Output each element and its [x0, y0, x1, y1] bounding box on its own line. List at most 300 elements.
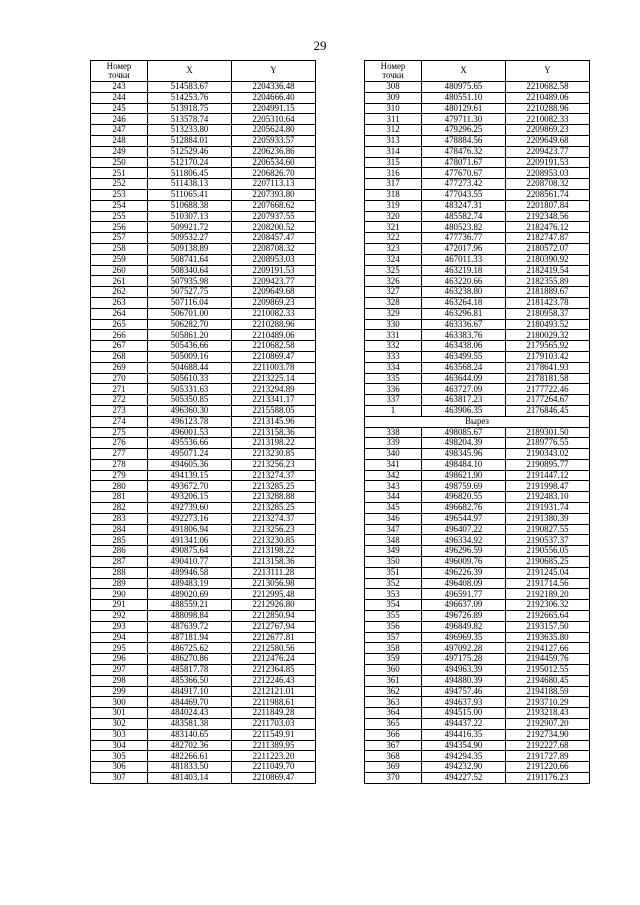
- x-cell: 485582.74: [422, 211, 506, 222]
- y-cell: 2208561.74: [506, 189, 590, 200]
- point-number-cell: 338: [365, 427, 422, 438]
- y-cell: 2192189.20: [506, 589, 590, 600]
- point-number-cell: 288: [91, 567, 148, 578]
- y-cell: 2190895.77: [506, 459, 590, 470]
- x-cell: 509138.89: [148, 243, 232, 254]
- x-cell: 496820.55: [422, 492, 506, 503]
- y-cell: 2189776.55: [506, 438, 590, 449]
- y-cell: 2212364.85: [232, 665, 316, 676]
- point-number-cell: 264: [91, 308, 148, 319]
- x-header: X: [422, 61, 506, 82]
- y-cell: 2190685.25: [506, 557, 590, 568]
- x-cell: 490875.64: [148, 546, 232, 557]
- y-cell: 2213285.25: [232, 481, 316, 492]
- y-cell: 2210082.33: [506, 114, 590, 125]
- x-cell: 483247.31: [422, 200, 506, 211]
- x-cell: 508741.64: [148, 254, 232, 265]
- table-row: [365, 351, 590, 362]
- table-row: [91, 492, 316, 503]
- point-number-cell: 325: [365, 265, 422, 276]
- point-number-cell: 275: [91, 427, 148, 438]
- table-row: [365, 632, 590, 643]
- y-cell: 2194459.76: [506, 654, 590, 665]
- point-number-cell: 340: [365, 449, 422, 460]
- point-number-cell: 281: [91, 492, 148, 503]
- x-cell: 494416.35: [422, 729, 506, 740]
- x-cell: 497092.28: [422, 643, 506, 654]
- y-cell: 2207113.13: [232, 179, 316, 190]
- table-row: [365, 395, 590, 406]
- x-cell: 492739.60: [148, 503, 232, 514]
- y-cell: 2193635.80: [506, 632, 590, 643]
- y-cell: 2209869.23: [232, 297, 316, 308]
- table-row: [365, 297, 590, 308]
- x-cell: 485817.78: [148, 665, 232, 676]
- x-cell: 496544.97: [422, 513, 506, 524]
- table-row: [365, 92, 590, 103]
- table-row: [365, 449, 590, 460]
- point-number-cell: 304: [91, 740, 148, 751]
- y-cell: 2213341.17: [232, 395, 316, 406]
- point-number-cell: 261: [91, 276, 148, 287]
- table-row: [91, 276, 316, 287]
- point-number-cell: 329: [365, 308, 422, 319]
- table-row: [365, 168, 590, 179]
- y-cell: 2212767.94: [232, 621, 316, 632]
- x-cell: 505331.63: [148, 384, 232, 395]
- y-cell: 2212246.43: [232, 675, 316, 686]
- table-row: [91, 362, 316, 373]
- y-cell: 2180390.92: [506, 254, 590, 265]
- point-number-cell: 353: [365, 589, 422, 600]
- table-row: [91, 146, 316, 157]
- x-cell: 485366.50: [148, 675, 232, 686]
- y-cell: 2195012.55: [506, 665, 590, 676]
- point-number-cell: 305: [91, 751, 148, 762]
- table-row: [365, 103, 590, 114]
- x-cell: 463644.09: [422, 373, 506, 384]
- point-number-cell: 249: [91, 146, 148, 157]
- y-cell: 2211003.78: [232, 362, 316, 373]
- table-row: [365, 157, 590, 168]
- y-cell: 2182419.54: [506, 265, 590, 276]
- y-cell: 2205624.80: [232, 125, 316, 136]
- point-number-cell: 355: [365, 611, 422, 622]
- x-cell: 507116.04: [148, 297, 232, 308]
- table-row: [365, 405, 590, 416]
- point-number-cell: 358: [365, 643, 422, 654]
- point-number-cell: 344: [365, 492, 422, 503]
- y-cell: 2215588.05: [232, 405, 316, 416]
- point-number-cell: 259: [91, 254, 148, 265]
- x-cell: 494139.15: [148, 470, 232, 481]
- table-row: [365, 222, 590, 233]
- x-cell: 482266.61: [148, 751, 232, 762]
- y-cell: 2179103.42: [506, 351, 590, 362]
- point-number-cell: 318: [365, 189, 422, 200]
- y-cell: 2192227.68: [506, 740, 590, 751]
- y-cell: 2209649.68: [506, 135, 590, 146]
- y-cell: 2207937.55: [232, 211, 316, 222]
- x-cell: 496637.09: [422, 600, 506, 611]
- y-cell: 2212677.81: [232, 632, 316, 643]
- point-number-cell: 321: [365, 222, 422, 233]
- point-number-cell: 252: [91, 179, 148, 190]
- point-number-cell: 307: [91, 773, 148, 784]
- x-cell: 506701.00: [148, 308, 232, 319]
- point-number-cell: 313: [365, 135, 422, 146]
- x-cell: 513578.74: [148, 114, 232, 125]
- y-cell: 2190827.55: [506, 524, 590, 535]
- table-row: [365, 740, 590, 751]
- table-row: [91, 405, 316, 416]
- x-cell: 496123.78: [148, 416, 232, 427]
- y-cell: 2208708.32: [506, 179, 590, 190]
- y-header: Y: [232, 61, 316, 82]
- x-cell: 512170.24: [148, 157, 232, 168]
- y-cell: 2213198.22: [232, 438, 316, 449]
- table-row: [91, 654, 316, 665]
- point-number-cell: 278: [91, 459, 148, 470]
- point-number-cell: 1: [365, 405, 422, 416]
- y-cell: 2209191.53: [232, 265, 316, 276]
- point-number-cell: 365: [365, 719, 422, 730]
- y-cell: 2209191.53: [506, 157, 590, 168]
- x-cell: 487181.94: [148, 632, 232, 643]
- table-row: [91, 157, 316, 168]
- x-cell: 477273.42: [422, 179, 506, 190]
- table-row: [91, 168, 316, 179]
- y-cell: 2210869.47: [232, 773, 316, 784]
- y-cell: 2209423.77: [506, 146, 590, 157]
- table-row: [91, 503, 316, 514]
- x-cell: 463336.67: [422, 319, 506, 330]
- x-cell: 492273.16: [148, 513, 232, 524]
- point-number-cell: 253: [91, 189, 148, 200]
- point-number-cell: 310: [365, 103, 422, 114]
- point-number-cell: 351: [365, 567, 422, 578]
- point-number-cell: 243: [91, 82, 148, 93]
- x-cell: 480523.82: [422, 222, 506, 233]
- x-cell: 486725.62: [148, 643, 232, 654]
- y-cell: 2213145.96: [232, 416, 316, 427]
- y-cell: 2211223.20: [232, 751, 316, 762]
- point-number-cell: 348: [365, 535, 422, 546]
- y-cell: 2210682.58: [506, 82, 590, 93]
- table-row: [91, 427, 316, 438]
- x-cell: 496969.35: [422, 632, 506, 643]
- x-cell: 484024.43: [148, 708, 232, 719]
- point-number-cell: 271: [91, 384, 148, 395]
- x-cell: 498085.67: [422, 427, 506, 438]
- x-cell: 505436.66: [148, 341, 232, 352]
- y-cell: 2213056.98: [232, 578, 316, 589]
- table-row: [91, 665, 316, 676]
- x-cell: 496360.30: [148, 405, 232, 416]
- x-cell: 505350.85: [148, 395, 232, 406]
- table-row: [365, 729, 590, 740]
- y-cell: 2210288.96: [232, 319, 316, 330]
- table-row: [91, 222, 316, 233]
- x-cell: 463906.35: [422, 405, 506, 416]
- point-number-cell: 341: [365, 459, 422, 470]
- table-row: [91, 632, 316, 643]
- point-number-cell: 334: [365, 362, 422, 373]
- table-row: [91, 773, 316, 784]
- table-row: [365, 589, 590, 600]
- y-cell: 2191931.74: [506, 503, 590, 514]
- point-number-cell: 273: [91, 405, 148, 416]
- point-number-cell: 303: [91, 729, 148, 740]
- point-number-cell: 296: [91, 654, 148, 665]
- y-cell: 2190343.02: [506, 449, 590, 460]
- y-cell: 2206826.70: [232, 168, 316, 179]
- x-cell: 478071.67: [422, 157, 506, 168]
- y-cell: 2210682.58: [232, 341, 316, 352]
- y-cell: 2178181.58: [506, 373, 590, 384]
- table-row: [365, 265, 590, 276]
- table-row: [91, 621, 316, 632]
- y-cell: 2191714.56: [506, 578, 590, 589]
- x-cell: 513918.75: [148, 103, 232, 114]
- y-cell: 2205933.57: [232, 135, 316, 146]
- x-cell: 489483.19: [148, 578, 232, 589]
- table-row: [91, 135, 316, 146]
- y-cell: 2194188.59: [506, 686, 590, 697]
- x-cell: 482702.36: [148, 740, 232, 751]
- y-cell: 2212926.80: [232, 600, 316, 611]
- y-cell: 2209649.68: [232, 287, 316, 298]
- table-row: [365, 535, 590, 546]
- x-cell: 463238.80: [422, 287, 506, 298]
- y-cell: 2213274.37: [232, 513, 316, 524]
- y-cell: 2210489.06: [506, 92, 590, 103]
- y-cell: 2207668.62: [232, 200, 316, 211]
- point-number-cell: 316: [365, 168, 422, 179]
- x-cell: 479296.25: [422, 125, 506, 136]
- x-cell: 489946.58: [148, 567, 232, 578]
- table-row: [365, 546, 590, 557]
- x-cell: 463438.06: [422, 341, 506, 352]
- table-row: [91, 179, 316, 190]
- x-cell: 496296.59: [422, 546, 506, 557]
- x-cell: 496226.39: [422, 567, 506, 578]
- table-row: [91, 589, 316, 600]
- point-number-cell: 315: [365, 157, 422, 168]
- x-cell: 505610.33: [148, 373, 232, 384]
- x-cell: 514253.76: [148, 92, 232, 103]
- point-number-cell: 269: [91, 362, 148, 373]
- x-cell: 479711.30: [422, 114, 506, 125]
- point-number-cell: 267: [91, 341, 148, 352]
- coordinates-table-left: [90, 60, 316, 784]
- table-row: [365, 362, 590, 373]
- point-number-cell: 246: [91, 114, 148, 125]
- x-cell: 508340.64: [148, 265, 232, 276]
- point-number-cell: 335: [365, 373, 422, 384]
- x-cell: 491341.06: [148, 535, 232, 546]
- x-cell: 463220.66: [422, 276, 506, 287]
- x-cell: 494294.35: [422, 751, 506, 762]
- x-cell: 498484.10: [422, 459, 506, 470]
- table-row: [91, 719, 316, 730]
- x-cell: 504688.44: [148, 362, 232, 373]
- point-number-cell: 295: [91, 643, 148, 654]
- y-cell: 2213294.89: [232, 384, 316, 395]
- point-number-cell: 345: [365, 503, 422, 514]
- table-row: [91, 438, 316, 449]
- y-cell: 2208953.03: [506, 168, 590, 179]
- point-number-cell: 369: [365, 762, 422, 773]
- y-cell: 2178641.93: [506, 362, 590, 373]
- y-cell: 2210489.06: [232, 330, 316, 341]
- y-cell: 2213256.23: [232, 459, 316, 470]
- x-cell: 507527.75: [148, 287, 232, 298]
- point-number-cell: 274: [91, 416, 148, 427]
- x-cell: 497175.28: [422, 654, 506, 665]
- x-cell: 494437.22: [422, 719, 506, 730]
- point-number-cell: 299: [91, 686, 148, 697]
- y-cell: 2194680.45: [506, 675, 590, 686]
- table-row: [91, 211, 316, 222]
- table-row: [365, 179, 590, 190]
- table-row: [365, 308, 590, 319]
- point-number-cell: 283: [91, 513, 148, 524]
- y-cell: 2213274.37: [232, 470, 316, 481]
- x-cell: 463383.76: [422, 330, 506, 341]
- point-number-cell: 291: [91, 600, 148, 611]
- point-number-cell: 323: [365, 243, 422, 254]
- table-row: [91, 330, 316, 341]
- table-row: [365, 189, 590, 200]
- x-cell: 496334.92: [422, 535, 506, 546]
- point-number-cell: 368: [365, 751, 422, 762]
- x-cell: 509532.27: [148, 233, 232, 244]
- table-row: [91, 751, 316, 762]
- table-row: [365, 254, 590, 265]
- x-cell: 488098.84: [148, 611, 232, 622]
- table-row: [365, 492, 590, 503]
- point-number-cell: 276: [91, 438, 148, 449]
- point-number-cell: 256: [91, 222, 148, 233]
- table-row: [365, 557, 590, 568]
- table-row: [365, 675, 590, 686]
- point-number-cell: 251: [91, 168, 148, 179]
- y-cell: 2204336.48: [232, 82, 316, 93]
- table-row: [365, 200, 590, 211]
- table-row: [91, 762, 316, 773]
- y-cell: 2213111.28: [232, 567, 316, 578]
- point-number-cell: 244: [91, 92, 148, 103]
- x-cell: 487639.72: [148, 621, 232, 632]
- table-row: [91, 578, 316, 589]
- x-cell: 489020.69: [148, 589, 232, 600]
- x-cell: 494757.46: [422, 686, 506, 697]
- y-cell: 2213285.25: [232, 503, 316, 514]
- x-header: X: [148, 61, 232, 82]
- x-cell: 496001.53: [148, 427, 232, 438]
- coordinates-table-right: [364, 60, 590, 784]
- y-cell: 2180029.32: [506, 330, 590, 341]
- point-number-cell: 357: [365, 632, 422, 643]
- x-cell: 507935.98: [148, 276, 232, 287]
- y-cell: 2191998.47: [506, 481, 590, 492]
- table-row: [91, 287, 316, 298]
- y-cell: 2210288.96: [506, 103, 590, 114]
- x-cell: 506282.70: [148, 319, 232, 330]
- table-row: [91, 373, 316, 384]
- y-cell: 2177722.46: [506, 384, 590, 395]
- table-row: [91, 643, 316, 654]
- y-cell: 2211703.03: [232, 719, 316, 730]
- y-cell: 2212580.56: [232, 643, 316, 654]
- table-row: [91, 189, 316, 200]
- table-row: [365, 503, 590, 514]
- table-row: [365, 481, 590, 492]
- point-number-cell: 331: [365, 330, 422, 341]
- point-number-cell: 285: [91, 535, 148, 546]
- point-number-cell: 327: [365, 287, 422, 298]
- table-row: [365, 643, 590, 654]
- table-row: [365, 708, 590, 719]
- x-cell: 494232.90: [422, 762, 506, 773]
- x-cell: 494605.36: [148, 459, 232, 470]
- table-row: [365, 600, 590, 611]
- point-number-cell: 361: [365, 675, 422, 686]
- point-number-header: Номер точки: [91, 61, 148, 82]
- table-row: [91, 708, 316, 719]
- table-row: [365, 773, 590, 784]
- y-cell: 2209423.77: [232, 276, 316, 287]
- table-row: [91, 395, 316, 406]
- point-number-cell: 337: [365, 395, 422, 406]
- point-number-cell: 311: [365, 114, 422, 125]
- point-number-header: Номер точки: [365, 61, 422, 82]
- x-cell: 495071.24: [148, 449, 232, 460]
- point-number-cell: 263: [91, 297, 148, 308]
- point-number-cell: 306: [91, 762, 148, 773]
- x-cell: 494963.39: [422, 665, 506, 676]
- y-cell: 2182747.87: [506, 233, 590, 244]
- x-cell: 496407.22: [422, 524, 506, 535]
- point-number-cell: 255: [91, 211, 148, 222]
- table-row: [365, 621, 590, 632]
- table-row: [91, 384, 316, 395]
- y-cell: 2209869.23: [506, 125, 590, 136]
- table-row: [91, 308, 316, 319]
- y-cell: 2213225.14: [232, 373, 316, 384]
- y-cell: 2192306.32: [506, 600, 590, 611]
- y-cell: 2191447.12: [506, 470, 590, 481]
- x-cell: 514583.67: [148, 82, 232, 93]
- point-number-cell: 320: [365, 211, 422, 222]
- y-cell: 2192734.90: [506, 729, 590, 740]
- x-cell: 496009.76: [422, 557, 506, 568]
- x-cell: 467011.33: [422, 254, 506, 265]
- point-number-cell: 342: [365, 470, 422, 481]
- y-cell: 2205310.64: [232, 114, 316, 125]
- y-cell: 2192907.20: [506, 719, 590, 730]
- x-cell: 494637.93: [422, 697, 506, 708]
- point-number-cell: 364: [365, 708, 422, 719]
- x-cell: 498621.90: [422, 470, 506, 481]
- table-row: [91, 567, 316, 578]
- x-cell: 494515.00: [422, 708, 506, 719]
- x-cell: 484917.10: [148, 686, 232, 697]
- x-cell: 493672.70: [148, 481, 232, 492]
- table-row: [91, 103, 316, 114]
- x-cell: 498345.96: [422, 449, 506, 460]
